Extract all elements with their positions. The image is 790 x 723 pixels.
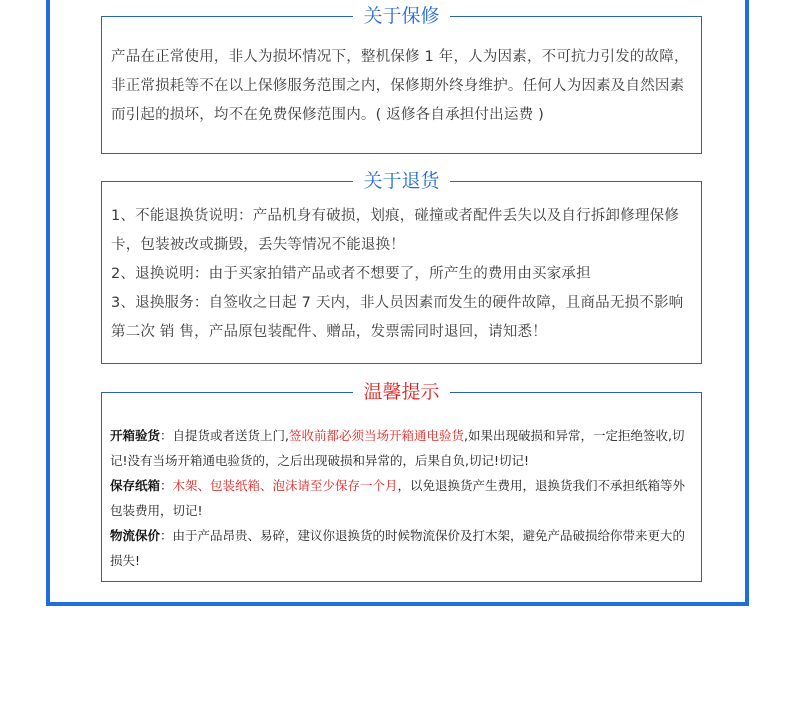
tip-shipping: 物流保价：由于产品昂贵、易碎，建议你退换货的时候物流保价及打木架，避免产品破损给你带来更大的损失! [110,528,686,568]
warranty-section [101,5,702,154]
returns-title: 关于退货 [353,168,449,194]
tip-shipping-label: 物流保价 [110,528,161,543]
returns-item-2: 2、退换说明：由于买家拍错产品或者不想要了，所产生的费用由买家承担 [111,266,591,282]
tips-title: 温馨提示 [353,379,449,405]
tip-carton-label: 保存纸箱 [110,478,161,493]
outer-frame [46,0,749,606]
tip-inspect-highlight: 签收前都必须当场开箱通电验货 [289,428,465,443]
tip-carton-highlight: 木架、包装纸箱、泡沫请至少保存一个月 [172,478,398,493]
returns-item-3: 3、退换服务：自签收之日起 7 天内，非人员因素而发生的硬件故障，且商品无损不影响第二次 销 售，产品原包装配件、赠品，发票需同时退回，请知悉！ [111,295,684,340]
tip-inspect-label: 开箱验货 [110,428,161,443]
tip-inspect: 开箱验货：自提货或者送货上门,签收前都必须当场开箱通电验货,如果出现破损和异常，一定拒绝签收,切记!没有当场开箱通电验货的，之后出现破损和异常的，后果自负,切记!切记! [110,428,685,468]
tips-section [101,381,702,582]
returns-item-1: 1、不能退换货说明：产品机身有破损，划痕，碰撞或者配件丢失以及自行拆卸修理保修卡，包装被改或撕毁，丢失等情况不能退换！ [111,208,680,253]
warranty-title: 关于保修 [353,3,449,29]
warranty-text: 产品在正常使用，非人为损坏情况下，整机保修 1 年，人为因素，不可抗力引发的故障，非正常损耗等不在以上保修服务范围之内，保修期外终身维护。任何人为因素及自然因素而引起的损坏，均不在免费保修范围内。( 返修各自承担付出运费 ) [111,49,689,123]
tip-carton: 保存纸箱：木架、包装纸箱、泡沫请至少保存一个月，以免退换货产生费用，退换货我们不承担纸箱等外包装费用，切记! [110,478,686,518]
returns-section [101,170,702,364]
